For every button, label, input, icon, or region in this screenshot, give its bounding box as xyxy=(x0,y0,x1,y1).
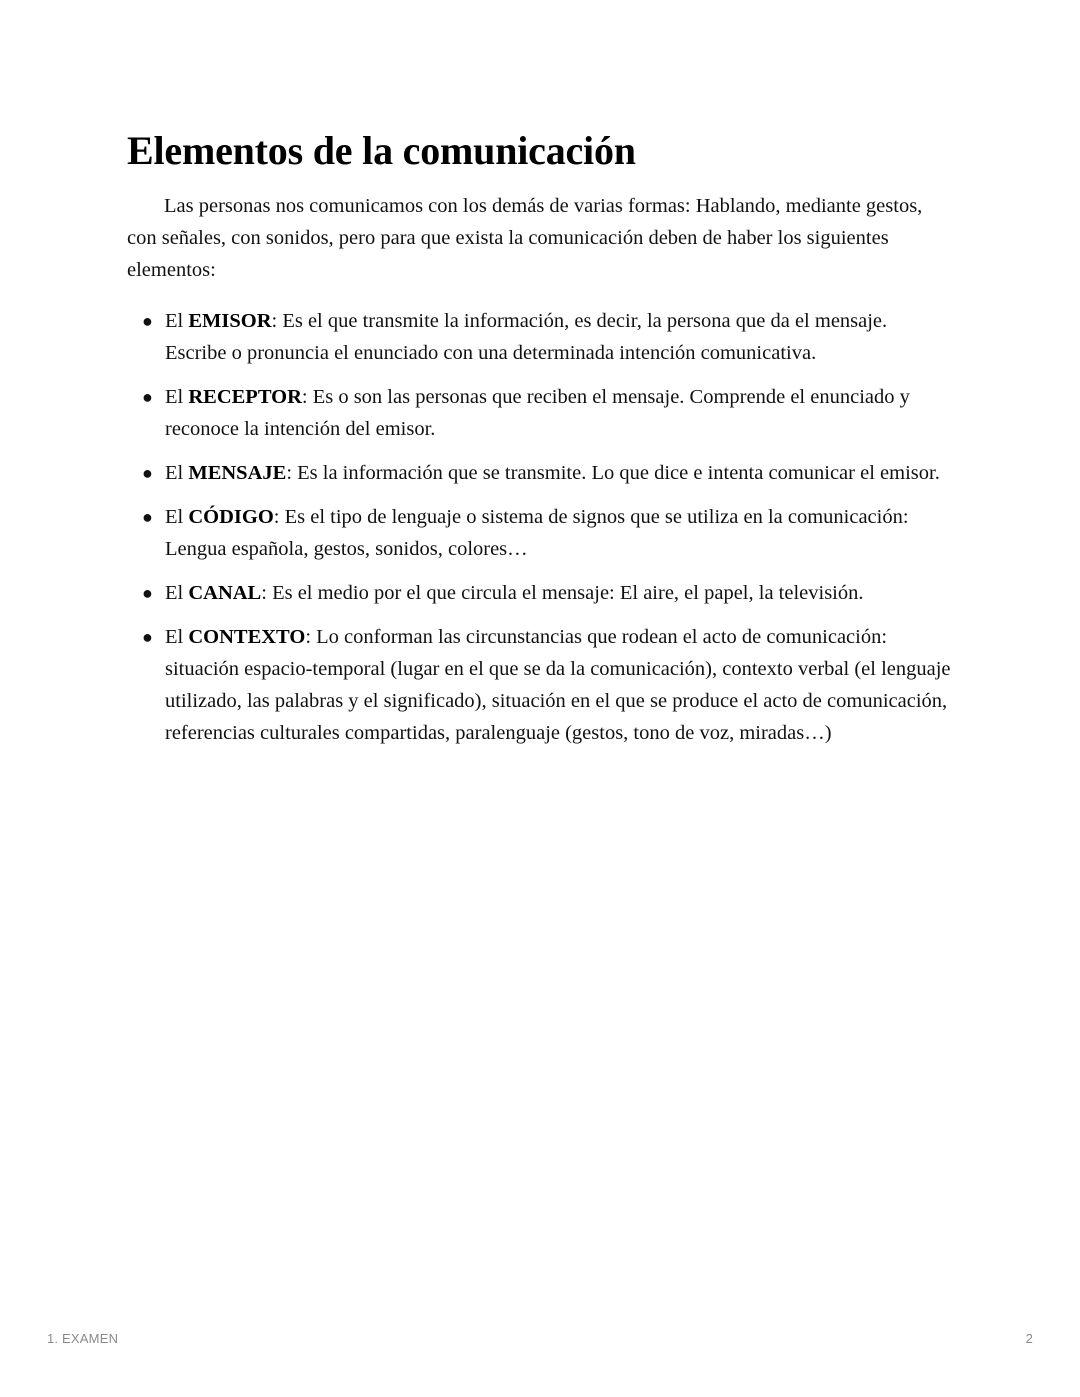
item-term: CÓDIGO xyxy=(188,506,274,528)
item-text: : Es la información que se transmite. Lo que dice e intenta comunicar el emisor. xyxy=(286,462,940,484)
bullet-icon: ● xyxy=(142,507,153,527)
bullet-icon: ● xyxy=(142,627,153,647)
item-prefix: El xyxy=(165,582,189,604)
list-item xyxy=(127,457,953,489)
bullet-icon: ● xyxy=(142,583,153,603)
item-prefix: El xyxy=(165,506,189,528)
list-item xyxy=(127,305,953,369)
item-term: CANAL xyxy=(188,582,262,604)
item-prefix: El xyxy=(165,310,189,332)
page-content xyxy=(127,124,953,761)
item-text: : Es el medio por el que circula el mensaje: El aire, el papel, la televisión. xyxy=(261,582,864,604)
item-text: : Es el que transmite la información, es decir, la persona que da el mensaje. Escribe o pronuncia el enunciado con una determinada intención comunicativa. xyxy=(165,310,888,364)
item-term: RECEPTOR xyxy=(188,386,302,408)
item-prefix: El xyxy=(165,462,189,484)
item-term: EMISOR xyxy=(188,310,272,332)
footer-page-number: 2 xyxy=(1025,1331,1033,1346)
item-term: MENSAJE xyxy=(188,462,287,484)
bullet-icon: ● xyxy=(142,463,153,483)
footer-section-label: 1. EXAMEN xyxy=(47,1331,119,1346)
bullet-icon: ● xyxy=(142,311,153,331)
item-text: : Es el tipo de lenguaje o sistema de signos que se utiliza en la comunicación: Lengua española, gestos, sonidos, colores… xyxy=(165,506,909,560)
list-item xyxy=(127,577,953,609)
intro-paragraph: Las personas nos comunicamos con los demás de varias formas: Hablando, mediante gestos, con señales, con sonidos, pero para que exista la comunicación deben de haber los siguientes elementos: xyxy=(127,195,923,281)
list-item xyxy=(127,621,953,749)
bullet-icon: ● xyxy=(142,387,153,407)
item-prefix: El xyxy=(165,626,189,648)
item-term: CONTEXTO xyxy=(188,626,306,648)
item-prefix: El xyxy=(165,386,189,408)
item-text: : Lo conforman las circunstancias que rodean el acto de comunicación: situación espacio-temporal (lugar en el que se da la comunicación), contexto verbal (el lenguaje utilizado, las palabras y el significado), situación en el que se produce el acto de comunicación, referencias culturales compartidas, paralenguaje (gestos, tono de voz, miradas…) xyxy=(165,626,951,744)
list-item xyxy=(127,381,953,445)
page-title: Elementos de la comunicación xyxy=(127,128,636,173)
item-text: : Es o son las personas que reciben el mensaje. Comprende el enunciado y reconoce la intención del emisor. xyxy=(165,386,910,440)
list-item xyxy=(127,501,953,565)
elements-list xyxy=(127,305,953,749)
